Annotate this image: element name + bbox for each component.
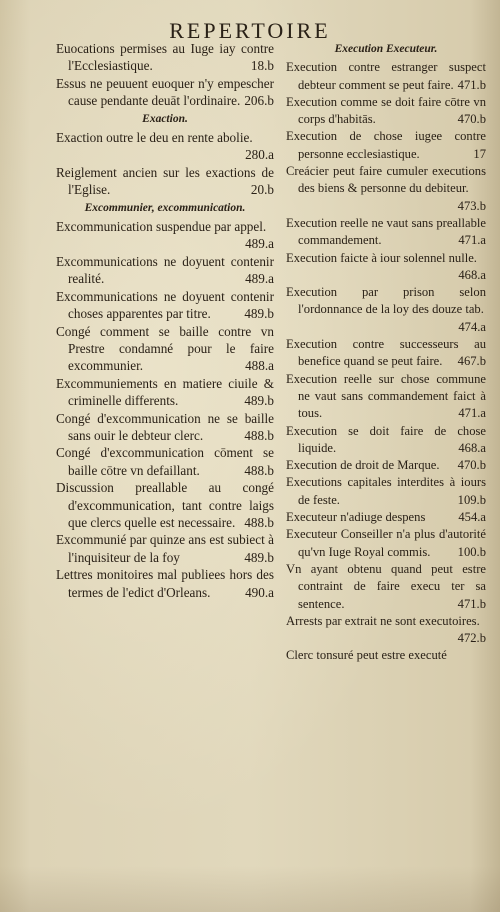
index-entry	[56, 410, 274, 445]
entry-text: Clerc tonsuré peut estre executé	[286, 648, 447, 663]
page-reference: 489.b	[244, 306, 274, 322]
entry-text: Execution reelle sur chose commune ne vaut sans commandement faict à tous.	[286, 371, 486, 421]
entry-text: Arrests par extrait ne sont executoires.	[286, 613, 480, 628]
entry-text: Exaction outre le deu en rente abolie.	[56, 130, 253, 146]
index-entry	[286, 509, 486, 526]
entry-text: Execution par prison selon l'ordonnance de la loy des douze tab.	[286, 285, 486, 317]
entry-text: Excommunié par quinze ans est subiect à l'inquisiteur de la foy	[56, 532, 274, 565]
index-entry	[56, 375, 274, 410]
index-entry	[286, 163, 486, 215]
index-entry	[286, 128, 486, 163]
index-entry	[286, 284, 486, 336]
index-entry	[286, 526, 486, 561]
index-entry	[286, 215, 486, 250]
index-entry	[286, 613, 486, 648]
index-entry	[56, 531, 274, 566]
page-reference: 18.b	[250, 58, 274, 74]
page-reference: 490.a	[245, 584, 274, 600]
index-entry	[286, 457, 486, 474]
entry-text: Executeur n'adiuge despens	[286, 510, 426, 525]
page-reference: 468.a	[458, 440, 486, 455]
entry-text: Discussion preallable au congé d'excommunication, tant contre laigs que clercs quelle est necessaire.	[56, 480, 274, 530]
page-reference: 472.b	[457, 631, 486, 646]
index-entry	[56, 129, 274, 164]
entry-text: Euocations permises au Iuge iay contre l'Ecclesiastique.	[56, 41, 274, 74]
entry-text: Execution de droit de Marque.	[286, 458, 440, 473]
entry-text: Execution se doit faire de chose liquide.	[286, 423, 486, 455]
page-bottom-shadow	[0, 866, 500, 912]
index-entry	[56, 218, 274, 253]
page-reference: 17	[473, 146, 486, 161]
right-column	[286, 40, 486, 665]
index-entry	[286, 371, 486, 423]
entry-text: Congé d'excommunication ne se baille sans ouir le debteur clerc.	[56, 410, 274, 443]
entry-text: Vn ayant obtenu quand peut estre contraint de faire execu ter sa sentence.	[286, 561, 486, 611]
index-entry	[286, 250, 486, 285]
page-reference: 471.a	[458, 406, 486, 421]
index-entry	[56, 288, 274, 323]
page-reference: 489.b	[244, 549, 274, 565]
page-reference: 489.a	[245, 236, 274, 252]
page-reference: 488.b	[244, 514, 274, 530]
index-entry	[56, 164, 274, 199]
index-entry	[56, 444, 274, 479]
page-reference: 206.b	[244, 93, 274, 109]
page-reference: 488.a	[245, 358, 274, 374]
entry-text: Executeur Conseiller n'a plus d'autorité qu'vn Iuge Royal commis.	[286, 527, 486, 559]
page-reference: 488.b	[244, 462, 274, 478]
page-reference: 470.b	[457, 112, 486, 127]
page-reference: 489.b	[244, 393, 274, 409]
index-entry	[286, 94, 486, 129]
index-entry	[56, 40, 274, 75]
index-entry	[56, 479, 274, 531]
left-column	[56, 40, 274, 601]
index-entry	[286, 561, 486, 613]
page-reference: 20.b	[250, 182, 274, 198]
page-reference: 471.b	[457, 77, 486, 92]
entry-text: Congé comment se baille contre vn Prestre condamné pour le faire excommunier.	[56, 323, 274, 374]
page-reference: 100.b	[457, 544, 486, 559]
running-head: REPERTOIRE	[169, 18, 331, 43]
section-heading: Execution Executeur.	[334, 43, 438, 55]
index-entry	[286, 423, 486, 458]
page-reference: 467.b	[457, 354, 486, 369]
index-entry	[286, 336, 486, 371]
page-reference: 488.b	[244, 427, 274, 443]
entry-text: Excommuniements en matiere ciuile & criminelle differents.	[56, 375, 274, 409]
entry-text: Execution contre estranger suspect debteur comment se peut faire.	[286, 60, 486, 92]
entry-text: Execution faicte à iour solennel nulle.	[286, 250, 477, 265]
index-entry	[286, 59, 486, 94]
entry-text: Reiglement ancien sur les exactions de l'Eglise.	[56, 164, 274, 198]
section-heading: Excommunier, excommunication.	[84, 201, 246, 214]
page-reference: 471.b	[457, 596, 486, 611]
entry-text: Excommunication suspendue par appel.	[56, 219, 267, 235]
page-reference: 454.a	[458, 510, 486, 525]
page-reference: 474.a	[458, 319, 486, 334]
index-entry	[56, 253, 274, 288]
index-entry	[56, 566, 274, 601]
page-reference: 468.a	[458, 267, 486, 282]
section-heading: Exaction.	[142, 112, 188, 125]
index-entry	[56, 75, 274, 110]
index-entry	[286, 474, 486, 509]
entry-text: Executions capitales interdites à iours de feste.	[286, 475, 486, 507]
page-reference: 489.a	[245, 271, 274, 287]
index-entry	[286, 647, 486, 664]
entry-text: Excommunications ne doyuent contenir realité.	[56, 253, 274, 287]
page-reference: 471.a	[458, 233, 486, 248]
entry-text: Lettres monitoires mal publiees hors des termes de l'edict d'Orleans.	[56, 567, 274, 600]
page-reference: 280.a	[245, 147, 274, 163]
entry-text: Excommunications ne doyuent contenir choses apparentes par titre.	[56, 288, 274, 322]
page-reference: 473.b	[457, 198, 486, 213]
entry-text: Execution contre successeurs au benefice quand se peut faire.	[286, 337, 486, 369]
entry-text: Execution reelle ne vaut sans preallable commandement.	[286, 215, 486, 248]
entry-text: Execution de chose iugee contre personne ecclesiastique.	[286, 129, 486, 161]
page-reference: 109.b	[457, 492, 486, 507]
index-entry	[56, 323, 274, 375]
entry-text: Creácier peut faire cumuler executions des biens & personne du debiteur.	[286, 164, 486, 196]
entry-text: Congé d'excommunication cōment se baille cōtre vn defaillant.	[56, 445, 274, 478]
entry-text: Essus ne peuuent euoquer n'y empescher cause pendante deuāt l'ordinaire.	[56, 75, 274, 109]
entry-text: Execution comme se doit faire cōtre vn corps d'habitās.	[286, 94, 486, 127]
page-reference: 470.b	[457, 458, 486, 473]
